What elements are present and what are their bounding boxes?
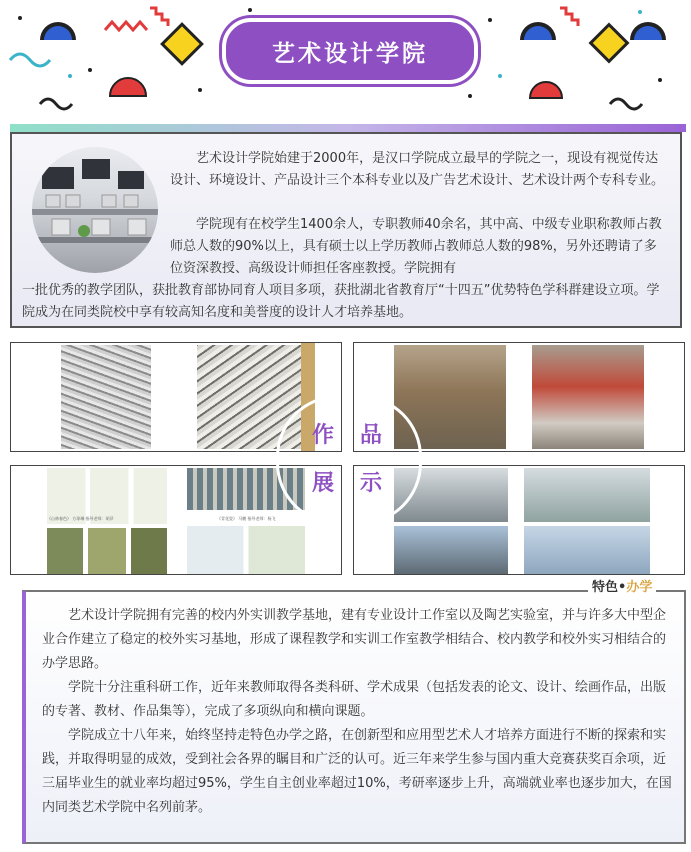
architecture-render-2 (524, 468, 650, 522)
plant-installation (187, 526, 305, 574)
ink-landscape-painting (61, 345, 151, 449)
page-title: 艺术设计学院 (272, 40, 428, 67)
features-tag-part-2: 办学 (626, 580, 653, 595)
craft-caption-left: 《山林春色》 方琼琳 指导老师：胡萍 (47, 516, 114, 521)
features-tag-part-1: 特色• (592, 580, 627, 595)
features-tag (588, 576, 656, 595)
intro-panel (10, 132, 682, 328)
architecture-render-3 (394, 526, 508, 574)
gallery-heading-char-1: 作 (312, 423, 335, 448)
gallery-heading-char-2: 品 (360, 423, 383, 448)
header-banner (0, 0, 691, 120)
computer-lab-photo (32, 147, 158, 273)
ceramic-teapots (47, 528, 167, 574)
features-paragraph-3: 学院成立十八年来，始终坚持走特色办学之路，在创新型和应用型艺术人才培养方面进行不断的探索和实践，并取得明显的成效，受到社会各界的瞩目和广泛的认可。近三年来学生参与国内重大竞赛获奖百余项，近三届毕业生的就业率均超过95%，学生自主创业率超过10%，考研率逐步上升，高端就业率也逐步加大，在国内同类艺术学院中名列前茅。 (42, 728, 672, 815)
intro-paragraph-2: 学院现有在校学生1400余人，专职教师40余名，其中高、中级专业职称教师占教师总人数的90%以上，具有硕士以上学历教师占教师总人数的98%，另外还聘请了多位资深教授、高级设计师担任客座教授。学院拥有 (170, 217, 662, 276)
features-body (42, 604, 672, 820)
gallery-heading-char-3: 展 (312, 471, 335, 496)
features-paragraph-1: 艺术设计学院拥有完善的校内外实训教学基地，建有专业设计工作室以及陶艺实验室，并与许多大中型企业合作建立了稳定的校外实习基地，形成了课程教学和实训工作室教学相结合、校内教学和校外实习相结合的办学思路。 (42, 608, 667, 671)
gallery-heading-char-4: 示 (360, 471, 383, 496)
gradient-divider (10, 124, 686, 132)
students-oil-painting (532, 345, 644, 449)
intro-paragraph-1: 艺术设计学院始建于2000年，是汉口学院成立最早的学院之一，现设有视觉传达设计、环境设计、产品设计三个本科专业以及广告艺术设计、艺术设计两个专科专业。 (170, 151, 665, 188)
features-paragraph-2: 学院十分注重科研工作，近年来教师取得各类科研、学术成果（包括发表的论文、设计、绘画作品，出版的专著、教材、作品集等），完成了多项纵向和横向课题。 (42, 680, 667, 719)
craft-caption-right: 《青花瓷》 马鹏 指导老师：杨飞 (217, 516, 276, 521)
features-panel (22, 590, 686, 844)
architecture-render-4 (524, 526, 650, 574)
title-badge (222, 18, 478, 84)
intro-paragraph-3: 一批优秀的教学团队，获批教育部协同育人项目多项，获批湖北省教育厅“十四五”优势特色学科群建设立项。学院成为在同类院校中享有较高知名度和美誉度的设计人才培养基地。 (22, 283, 660, 320)
